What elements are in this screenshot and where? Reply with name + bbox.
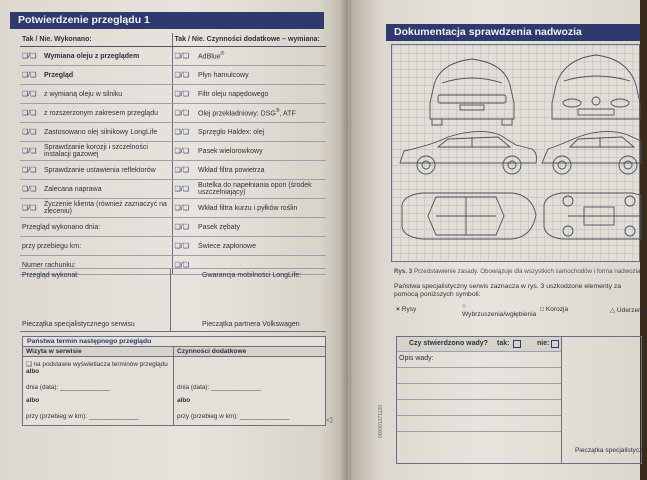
extra-checkbox[interactable]: ❑/❑ <box>172 256 196 275</box>
extra-checkbox[interactable]: ❑/❑ <box>172 66 196 85</box>
defect-line[interactable] <box>397 415 561 416</box>
done-item-label: Wymiana oleju z przeglądem <box>42 47 172 66</box>
car-underbody-view <box>544 193 641 239</box>
done-checkbox[interactable]: ❑/❑ <box>20 142 42 161</box>
date-field-2[interactable]: dnia (data): ______________ <box>177 384 261 391</box>
extra-item-label: Wkład filtra kurzu i pyłków roślin <box>196 199 326 218</box>
done-item-label: Sprawdzanie korozji i szczelności instalacji gazowej <box>42 142 172 161</box>
extra-item-label: Wkład filtra powietrza <box>196 161 326 180</box>
legend-impacts: △ Uderzenia <box>610 307 647 314</box>
done-checkbox[interactable]: ❑/❑ <box>20 85 42 104</box>
car-front-view <box>552 55 640 119</box>
done-item-label: Zastosowano olej silnikowy LongLife <box>42 123 172 142</box>
done-checkbox[interactable]: ❑/❑ <box>20 123 42 142</box>
defect-line[interactable] <box>397 383 561 384</box>
done-item-label: Sprawdzanie ustawienia reflektorów <box>42 161 172 180</box>
defects-description-label: Opis wady: <box>399 355 434 362</box>
defect-line[interactable] <box>397 399 561 400</box>
done-checkbox[interactable]: ❑/❑ <box>20 161 42 180</box>
done-item-label: Zalecana naprawa <box>42 180 172 199</box>
done-item-label: Przegląd wykonano dnia: <box>20 218 172 237</box>
defects-box <box>396 336 642 464</box>
done-checkbox[interactable]: ❑/❑ <box>20 199 42 218</box>
checklist-row <box>20 161 326 180</box>
page-title: Potwierdzenie przeglądu 1 <box>10 12 324 29</box>
checklist-row <box>20 104 326 123</box>
done-checkbox[interactable]: ❑/❑ <box>20 104 42 123</box>
car-diagram[interactable] <box>391 44 640 262</box>
extra-item-label: Płyn hamulcowy <box>196 66 326 85</box>
albo-1: albo <box>26 368 40 375</box>
col-header-done: Tak / Nie. Wykonano: <box>20 33 172 47</box>
car-top-view <box>402 193 536 239</box>
extra-checkbox[interactable]: ❑/❑ <box>172 199 196 218</box>
page-arrow-icon: ◁ <box>326 415 333 424</box>
km-field-1[interactable]: przy (przebieg w km): ______________ <box>26 413 139 420</box>
performed-by-label: Przegląd wykonał: <box>22 272 79 279</box>
extra-checkbox[interactable]: ❑/❑ <box>172 218 196 237</box>
car-side-view-right <box>542 131 641 174</box>
extra-checkbox[interactable]: ❑/❑ <box>172 237 196 256</box>
next-inspection-box <box>22 336 326 426</box>
extra-item-label: ______________ <box>196 256 326 275</box>
body-inspection-title: Dokumentacja sprawdzenia nadwozia <box>386 24 640 41</box>
next-inspection-header: Państwa termin następnego przeglądu <box>23 337 325 347</box>
done-item-label: Numer rachunku: <box>20 256 172 275</box>
signature-box <box>20 268 326 332</box>
date-field-1[interactable]: dnia (data): ______________ <box>26 384 110 391</box>
done-item-label: Przegląd <box>42 66 172 85</box>
checklist-row <box>20 85 326 104</box>
checklist-row <box>20 123 326 142</box>
extra-item-label: Pasek wielorowkowy <box>196 142 326 161</box>
no-label: nie: <box>537 340 550 347</box>
extra-checkbox[interactable]: ❑/❑ <box>172 47 196 66</box>
extra-checkbox[interactable]: ❑/❑ <box>172 161 196 180</box>
albo-2: albo <box>26 397 40 404</box>
longlife-label: Gwarancja mobilności LongLife: <box>202 272 302 279</box>
yes-checkbox[interactable] <box>513 340 521 348</box>
display-option[interactable]: ❑ na podstawie wyświetlacza terminów przeglądu <box>26 361 168 368</box>
instruction-text: Państwa specjalistyczny serwis zaznacza w rys. 3 uszkodzone elementy za pomocą poniższych symboli: <box>394 283 622 298</box>
stamp-label: Pieczątka specjalistycz <box>575 447 643 454</box>
extra-item-label: Filtr oleju napędowego <box>196 85 326 104</box>
checklist-row <box>20 47 326 66</box>
done-checkbox[interactable]: ❑/❑ <box>20 66 42 85</box>
extra-item-label: Pasek zębaty <box>196 218 326 237</box>
extra-col-header: Czynności dodatkowe <box>174 347 325 357</box>
checklist-table <box>20 33 326 275</box>
partner-stamp-label: Pieczątka partnera Volkswagen <box>202 321 300 328</box>
checklist-row <box>20 142 326 161</box>
checklist-row <box>20 180 326 199</box>
done-checkbox[interactable]: ❑/❑ <box>20 180 42 199</box>
no-checkbox[interactable] <box>551 340 559 348</box>
done-item-label: Życzenie klienta (również zaznaczyć na zleceniu) <box>42 199 172 218</box>
extra-checkbox[interactable]: ❑/❑ <box>172 104 196 123</box>
yes-label: tak: <box>497 340 510 347</box>
extra-checkbox[interactable]: ❑/❑ <box>172 85 196 104</box>
extra-item-label: Olej przekładniowy: DSG®, ATF <box>196 104 326 123</box>
side-number: 000001371130 <box>378 405 384 438</box>
km-field-2[interactable]: przy (przebieg w km): ______________ <box>177 413 290 420</box>
defect-line[interactable] <box>397 367 561 368</box>
car-rear-view <box>430 59 514 125</box>
car-side-view-left <box>400 131 537 174</box>
checklist-row <box>20 218 326 237</box>
defects-question: Czy stwierdzono wady? <box>409 340 488 347</box>
extra-checkbox[interactable]: ❑/❑ <box>172 142 196 161</box>
done-checkbox[interactable]: ❑/❑ <box>20 47 42 66</box>
checklist-row <box>20 237 326 256</box>
checklist-row <box>20 66 326 85</box>
extra-item-label: Sprzęgło Haldex: olej <box>196 123 326 142</box>
extra-checkbox[interactable]: ❑/❑ <box>172 123 196 142</box>
legend-corrosion: □ Korozja <box>540 306 569 313</box>
done-item-label: przy przebiegu km: <box>20 237 172 256</box>
done-item-label: z wymianą oleju w silniku <box>42 85 172 104</box>
extra-item-label: Świece zapłonowe <box>196 237 326 256</box>
extra-checkbox[interactable]: ❑/❑ <box>172 180 196 199</box>
extra-item-label: AdBlue® <box>196 47 326 66</box>
legend-scratches: × Rysy <box>396 306 417 313</box>
legend-dents: ○ Wybrzuszenia/wgłębienia <box>462 303 537 318</box>
service-stamp-label: Pieczątka specjalistycznego serwisu <box>22 321 135 328</box>
visit-col-header: Wizyta w serwisie <box>23 347 173 357</box>
figure-caption: Rys. 3 Przedstawienie zasady. Obowiązuje dla wszystkich samochodów i forma nadwozia. <box>394 268 643 275</box>
checklist-row <box>20 199 326 218</box>
albo-3: albo <box>177 397 191 404</box>
defect-line[interactable] <box>397 431 561 432</box>
extra-item-label: Butelka do napełniania opon (środek uszczelniający) <box>196 180 326 199</box>
col-header-extra: Tak / Nie. Czynności dodatkowe – wymiana: <box>172 33 326 47</box>
done-item-label: z rozszerzonym zakresem przeglądu <box>42 104 172 123</box>
